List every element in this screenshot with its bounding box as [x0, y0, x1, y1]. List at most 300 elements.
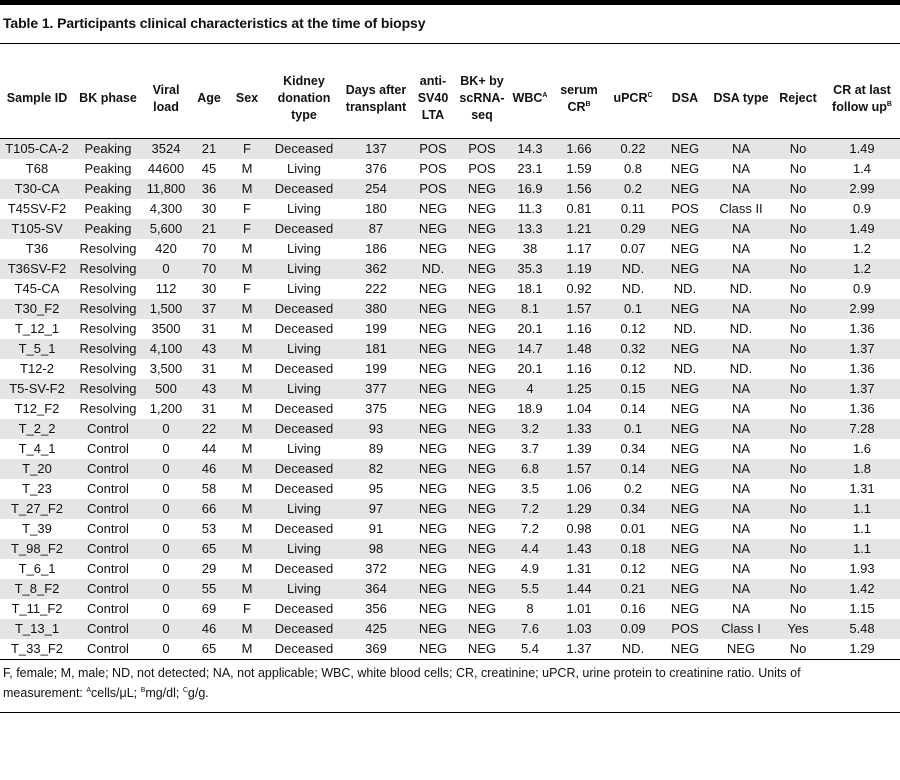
table-cell: T_39: [22, 521, 52, 536]
table-cell: 5.48: [824, 619, 900, 639]
table-cell: NEG: [456, 219, 508, 239]
column-header: [606, 59, 660, 139]
table-cell: 1.25: [552, 379, 606, 399]
table-cell: 1.49: [824, 139, 900, 160]
table-cell: 0: [142, 539, 190, 559]
table-cell: NA: [731, 401, 751, 416]
table-cell: 0: [142, 619, 190, 639]
table-cell: 0.81: [566, 201, 592, 216]
table-cell: M: [228, 419, 266, 439]
table-cell: NEG: [456, 339, 508, 359]
table-cell: Resolving: [74, 299, 142, 319]
table-row: [0, 259, 900, 279]
table-cell: 0: [142, 459, 190, 479]
table-cell: NEG: [670, 441, 700, 456]
table-cell: Living: [266, 579, 342, 599]
table-cell: 1.42: [824, 579, 900, 599]
table-cell: 1.59: [566, 161, 592, 176]
table-cell: Resolving: [74, 379, 142, 399]
table-cell: 23.1: [517, 161, 543, 176]
table-cell: NEG: [418, 401, 448, 416]
table-cell: 44: [201, 441, 217, 456]
table-cell: ND.: [729, 281, 753, 296]
table-cell: NEG: [418, 321, 448, 336]
table-cell: No: [772, 139, 824, 160]
table-cell: 7.2: [520, 521, 540, 536]
table-cell: Deceased: [274, 481, 334, 496]
column-header-label: Sample ID: [6, 91, 68, 105]
table-cell: 1.37: [824, 339, 900, 359]
table-cell: 0.32: [606, 339, 660, 359]
column-header-label: WBC: [512, 91, 543, 105]
table-cell: NEG: [467, 481, 497, 496]
table-cell: Living: [287, 241, 321, 256]
table-cell: 4: [508, 379, 552, 399]
table-cell: Control: [74, 639, 142, 660]
table-cell: 1.8: [824, 459, 900, 479]
table-cell: NEG: [456, 179, 508, 199]
column-header: [824, 59, 900, 139]
table-cell: T45-CA: [14, 281, 60, 296]
footnote-sup-c: C: [182, 687, 188, 694]
table-cell: Control: [87, 521, 129, 536]
table-cell: POS: [410, 179, 456, 199]
column-header: [190, 59, 228, 139]
table-header-row: [0, 59, 900, 139]
table-cell: Resolving: [79, 361, 137, 376]
table-cell: 20.1: [517, 321, 543, 336]
table-cell: NEG: [467, 561, 497, 576]
table-cell: 16.9: [508, 179, 552, 199]
table-cell: M: [241, 521, 253, 536]
table-cell: 0.9: [852, 281, 872, 296]
table-cell: 0: [162, 521, 170, 536]
table-cell: T36SV-F2: [0, 259, 74, 279]
table-cell: NA: [731, 481, 751, 496]
table-cell: 1.31: [566, 561, 592, 576]
table-cell: NEG: [710, 639, 772, 660]
table-cell: Deceased: [274, 321, 334, 336]
table-cell: Deceased: [274, 601, 334, 616]
table-cell: No: [772, 639, 824, 660]
table-cell: Control: [74, 579, 142, 599]
table-cell: 137: [342, 139, 410, 160]
table-cell: 0.29: [606, 219, 660, 239]
table-cell: POS: [671, 201, 699, 216]
table-cell: 0.9: [852, 201, 872, 216]
table-cell: 5.5: [508, 579, 552, 599]
table-cell: 11,800: [142, 179, 190, 199]
table-cell: NA: [710, 299, 772, 319]
table-cell: NEG: [670, 401, 700, 416]
table-cell: 0.1: [606, 419, 660, 439]
table-cell: T_4_1: [18, 441, 56, 456]
table-cell: Deceased: [274, 401, 334, 416]
column-header: [660, 59, 710, 139]
table-cell: NEG: [410, 499, 456, 519]
table-cell: No: [789, 401, 807, 416]
footnote-unit-b: mg/dl;: [145, 686, 183, 700]
table-cell: 89: [368, 441, 384, 456]
table-cell: No: [789, 601, 807, 616]
table-cell: T_12_1: [14, 321, 60, 336]
table-cell: Deceased: [274, 561, 334, 576]
table-cell: 0.8: [623, 161, 643, 176]
table-cell: NEG: [670, 241, 700, 256]
table-cell: T36: [25, 241, 49, 256]
column-header-label: Sex: [235, 91, 259, 105]
table-cell: 0: [162, 561, 170, 576]
table-cell: 13.3: [508, 219, 552, 239]
table-cell: NEG: [456, 639, 508, 660]
table-cell: 1.17: [566, 241, 592, 256]
caption-rule: [0, 43, 900, 44]
table-cell: Class II: [719, 201, 763, 216]
table-cell: ND.: [729, 321, 753, 336]
table-cell: NEG: [660, 219, 710, 239]
table-cell: 420: [155, 241, 177, 256]
table-cell: 35.3: [508, 259, 552, 279]
table-cell: Deceased: [266, 219, 342, 239]
table-body: [0, 139, 900, 660]
table-cell: Control: [74, 419, 142, 439]
table-cell: 0: [142, 499, 190, 519]
table-cell: NEG: [660, 259, 710, 279]
table-cell: T5-SV-F2: [0, 379, 74, 399]
table-cell: NA: [710, 179, 772, 199]
table-cell: Deceased: [266, 639, 342, 660]
table-cell: 254: [342, 179, 410, 199]
table-cell: NEG: [418, 241, 448, 256]
table-cell: NEG: [456, 619, 508, 639]
table-cell: Control: [87, 481, 129, 496]
column-header-label: BK+ by scRNA-seq: [459, 74, 505, 122]
table-cell: 44600: [147, 161, 185, 176]
table-cell: NEG: [467, 321, 497, 336]
column-header-label: DSA: [671, 91, 699, 105]
table-cell: 1.44: [552, 579, 606, 599]
table-cell: 29: [201, 561, 217, 576]
table-cell: Peaking: [84, 161, 132, 176]
table-cell: 0.18: [606, 539, 660, 559]
table-cell: 369: [342, 639, 410, 660]
table-row: [0, 459, 900, 479]
table-cell: Living: [266, 259, 342, 279]
table-cell: 97: [342, 499, 410, 519]
table-cell: NEG: [670, 161, 700, 176]
table-cell: 0.12: [620, 561, 646, 576]
table-cell: 112: [155, 281, 177, 296]
table-cell: Control: [87, 441, 129, 456]
table-cell: Control: [74, 539, 142, 559]
footnote-sup-a: A: [86, 687, 92, 694]
table-cell: Deceased: [266, 419, 342, 439]
table-row: [0, 419, 900, 439]
table-cell: 1.48: [552, 339, 606, 359]
table-cell: 4,100: [142, 339, 190, 359]
footnote-unit-a: cells/μL;: [91, 686, 141, 700]
table-cell: Deceased: [266, 179, 342, 199]
table-cell: 1.1: [824, 499, 900, 519]
table-cell: NA: [710, 579, 772, 599]
table-row: [0, 319, 900, 339]
table-cell: 98: [342, 539, 410, 559]
table-cell: NA: [710, 539, 772, 559]
table-cell: T_11_F2: [11, 601, 63, 616]
table-cell: NEG: [670, 561, 700, 576]
table-cell: T30-CA: [0, 179, 74, 199]
table-cell: T_98_F2: [0, 539, 74, 559]
table-cell: 199: [365, 321, 387, 336]
table-cell: Living: [287, 281, 321, 296]
table-cell: 4,300: [149, 201, 183, 216]
table-cell: 0: [142, 639, 190, 660]
table-caption: Table 1. Participants clinical characteristics at the time of biopsy: [3, 15, 426, 31]
table-cell: 36: [190, 179, 228, 199]
column-header-label: Days after transplant: [345, 82, 407, 114]
table-cell: M: [241, 401, 253, 416]
table-cell: 362: [342, 259, 410, 279]
table-row: [0, 559, 900, 579]
table-cell: NA: [731, 521, 751, 536]
table-cell: Resolving: [79, 401, 137, 416]
table-row: [0, 439, 900, 459]
column-header-label: uPCR: [613, 91, 648, 105]
table-cell: NEG: [660, 379, 710, 399]
table-cell: 14.7: [508, 339, 552, 359]
table-cell: 0.16: [620, 601, 646, 616]
table-cell: M: [228, 639, 266, 660]
table-cell: Living: [266, 539, 342, 559]
table-cell: NA: [710, 499, 772, 519]
table-cell: 30: [201, 201, 217, 216]
table-cell: 1.29: [824, 639, 900, 660]
table-cell: No: [789, 241, 807, 256]
table-cell: Control: [74, 459, 142, 479]
table-cell: 1.56: [552, 179, 606, 199]
table-cell: 1.03: [552, 619, 606, 639]
table-cell: 8: [526, 601, 534, 616]
table-row: [0, 159, 900, 179]
table-cell: 1.01: [566, 601, 592, 616]
table-cell: Living: [287, 441, 321, 456]
table-cell: 2.99: [824, 299, 900, 319]
table-cell: F: [228, 219, 266, 239]
table-cell: 356: [365, 601, 387, 616]
table-cell: ND.: [673, 281, 697, 296]
table-cell: NEG: [410, 639, 456, 660]
table-cell: Control: [87, 561, 129, 576]
table-cell: 1.1: [824, 539, 900, 559]
table-cell: POS: [410, 139, 456, 160]
table-cell: NA: [710, 379, 772, 399]
table-cell: 6.8: [508, 459, 552, 479]
table-cell: 93: [342, 419, 410, 439]
table-cell: 4.4: [508, 539, 552, 559]
table-cell: Resolving: [79, 281, 137, 296]
table-cell: No: [772, 179, 824, 199]
column-header-label: CR at last follow up: [832, 82, 891, 114]
table-cell: 0.11: [620, 201, 646, 216]
table-cell: Living: [266, 499, 342, 519]
table-cell: T_27_F2: [0, 499, 74, 519]
column-header-sup: C: [647, 92, 653, 99]
table-cell: NA: [731, 601, 751, 616]
table-row: [0, 599, 900, 619]
table-cell: NEG: [410, 379, 456, 399]
table-cell: Resolving: [79, 241, 137, 256]
table-cell: ND.: [729, 361, 753, 376]
table-cell: NA: [710, 259, 772, 279]
table-cell: 1.43: [552, 539, 606, 559]
column-header-label: Age: [197, 91, 221, 105]
table-cell: 66: [190, 499, 228, 519]
table-cell: NEG: [660, 299, 710, 319]
table-cell: 5.4: [508, 639, 552, 660]
table-cell: NEG: [670, 601, 700, 616]
table-cell: 0.2: [606, 179, 660, 199]
table-cell: No: [772, 419, 824, 439]
table-cell: 46: [190, 619, 228, 639]
table-cell: Deceased: [266, 459, 342, 479]
table-cell: NEG: [410, 619, 456, 639]
table-cell: NEG: [467, 401, 497, 416]
table-cell: No: [772, 299, 824, 319]
table-cell: F: [228, 139, 266, 160]
table-cell: 43: [190, 339, 228, 359]
table-cell: M: [228, 339, 266, 359]
table-cell: No: [772, 539, 824, 559]
table-cell: 7.6: [508, 619, 552, 639]
table-cell: NA: [731, 241, 751, 256]
table-cell: 1.06: [566, 481, 592, 496]
table-cell: NA: [731, 561, 751, 576]
table-cell: Control: [74, 499, 142, 519]
column-header: [456, 59, 508, 139]
table-cell: 30: [201, 281, 217, 296]
table-cell: 180: [365, 201, 387, 216]
table-cell: 1,200: [149, 401, 183, 416]
table-row: [0, 139, 900, 160]
table-cell: POS: [660, 619, 710, 639]
table-row: [0, 619, 900, 639]
table-cell: F: [243, 281, 251, 296]
table-cell: NEG: [418, 441, 448, 456]
table-cell: ND.: [410, 259, 456, 279]
table-cell: M: [228, 539, 266, 559]
table-cell: 3.5: [520, 481, 540, 496]
table-cell: 21: [190, 139, 228, 160]
table-cell: M: [241, 561, 253, 576]
table-cell: NEG: [467, 281, 497, 296]
table-cell: 65: [190, 639, 228, 660]
table-cell: 1.16: [566, 321, 592, 336]
table-row: [0, 399, 900, 419]
table-cell: T12-2: [20, 361, 54, 376]
column-header-label: serum CR: [560, 82, 598, 114]
table-cell: Living: [266, 379, 342, 399]
column-header-label: BK phase: [79, 91, 137, 105]
table-cell: T105-CA-2: [0, 139, 74, 160]
table-cell: M: [228, 379, 266, 399]
table-cell: 1.36: [849, 321, 875, 336]
table-cell: No: [772, 219, 824, 239]
table-cell: M: [228, 459, 266, 479]
table-cell: POS: [419, 161, 447, 176]
table-cell: NA: [731, 441, 751, 456]
table-cell: 1.2: [852, 241, 872, 256]
table-cell: NEG: [670, 521, 700, 536]
table-cell: NEG: [670, 481, 700, 496]
footnote-sup-b: B: [140, 687, 146, 694]
table-cell: 21: [190, 219, 228, 239]
table-row: [0, 199, 900, 219]
table-cell: NEG: [456, 579, 508, 599]
table-cell: ND.: [606, 639, 660, 660]
table-cell: NEG: [456, 499, 508, 519]
table-cell: No: [772, 339, 824, 359]
table-cell: 0.34: [620, 441, 646, 456]
table-cell: NEG: [467, 601, 497, 616]
table-cell: No: [789, 201, 807, 216]
table-cell: 1.37: [552, 639, 606, 660]
table-cell: 0.15: [606, 379, 660, 399]
table-cell: Class I: [710, 619, 772, 639]
table-cell: T68: [25, 161, 49, 176]
table-cell: T30_F2: [0, 299, 74, 319]
column-header: [142, 59, 190, 139]
table-cell: Living: [287, 161, 321, 176]
table-cell: 31: [201, 321, 217, 336]
table-cell: M: [228, 299, 266, 319]
column-header: [710, 59, 772, 139]
table-cell: T12_F2: [14, 401, 60, 416]
table-cell: 222: [365, 281, 387, 296]
table-cell: ND.: [606, 259, 660, 279]
table-cell: 0.09: [606, 619, 660, 639]
table-cell: Peaking: [74, 219, 142, 239]
table-cell: NA: [710, 219, 772, 239]
table-cell: NEG: [418, 281, 448, 296]
table-cell: 69: [201, 601, 217, 616]
table-cell: No: [772, 579, 824, 599]
table-cell: 91: [368, 521, 384, 536]
table-cell: NEG: [418, 481, 448, 496]
table-row: [0, 359, 900, 379]
table-cell: POS: [468, 161, 496, 176]
column-header-label: Viral load: [152, 82, 180, 114]
table-cell: Deceased: [274, 361, 334, 376]
table-cell: NEG: [456, 379, 508, 399]
table-row: [0, 219, 900, 239]
table-cell: 31: [201, 361, 217, 376]
table-cell: NEG: [410, 299, 456, 319]
table-cell: 58: [201, 481, 217, 496]
column-header-sup: A: [542, 92, 548, 99]
table-cell: 70: [190, 259, 228, 279]
table-cell: M: [228, 179, 266, 199]
column-header: [552, 59, 606, 139]
table-cell: NEG: [410, 579, 456, 599]
table-cell: NEG: [660, 639, 710, 660]
table-cell: Deceased: [266, 139, 342, 160]
table-cell: Peaking: [74, 139, 142, 160]
table-cell: T_6_1: [18, 561, 56, 576]
table-cell: T_23: [22, 481, 52, 496]
table-cell: 364: [342, 579, 410, 599]
table-cell: No: [789, 281, 807, 296]
table-cell: Deceased: [266, 299, 342, 319]
